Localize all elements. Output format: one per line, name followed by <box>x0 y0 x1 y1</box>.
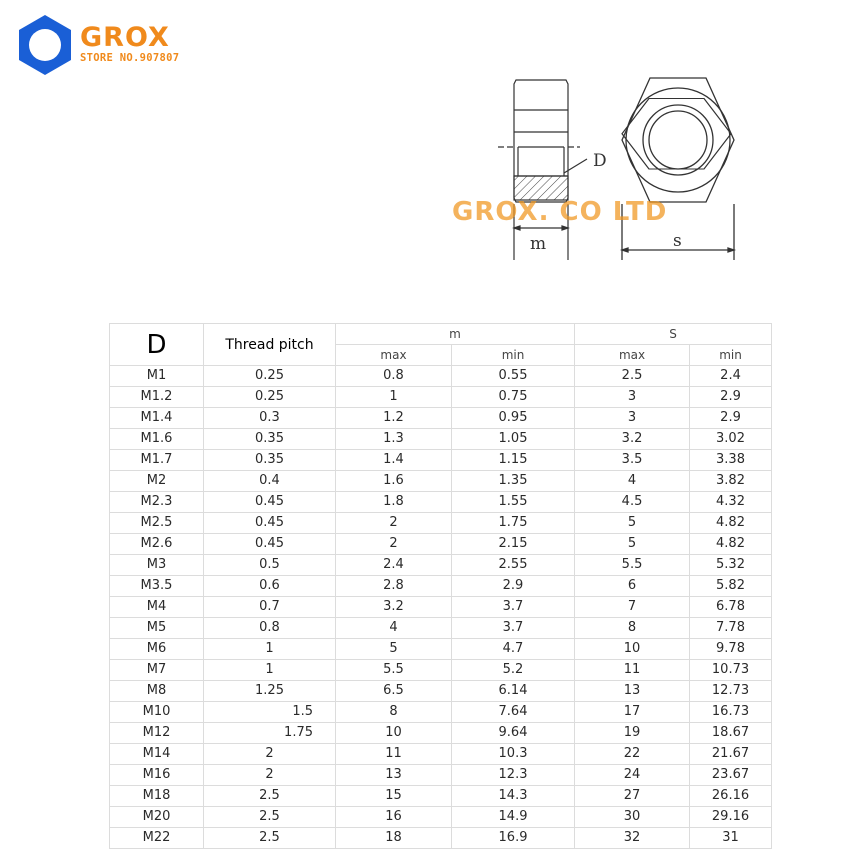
table-row <box>110 471 772 492</box>
cell-s-max: 7 <box>575 597 690 618</box>
cell-thread-pitch: 1.75 <box>204 723 336 744</box>
cell-s-max: 10 <box>575 639 690 660</box>
cell-d: M8 <box>110 681 204 702</box>
cell-m-max: 18 <box>336 828 452 849</box>
cell-s-max: 22 <box>575 744 690 765</box>
cell-s-min: 2.9 <box>690 387 772 408</box>
cell-m-max: 1.4 <box>336 450 452 471</box>
cell-d: M16 <box>110 765 204 786</box>
cell-thread-pitch: 1 <box>204 660 336 681</box>
cell-s-min: 12.73 <box>690 681 772 702</box>
cell-thread-pitch: 0.35 <box>204 450 336 471</box>
cell-d: M20 <box>110 807 204 828</box>
cell-d: M7 <box>110 660 204 681</box>
cell-s-min: 4.82 <box>690 534 772 555</box>
table-row <box>110 408 772 429</box>
table-row <box>110 723 772 744</box>
cell-s-max: 24 <box>575 765 690 786</box>
table-row <box>110 828 772 849</box>
cell-m-min: 1.35 <box>452 471 575 492</box>
store-logo-hexagon-icon <box>14 14 76 76</box>
cell-s-min: 9.78 <box>690 639 772 660</box>
cell-s-min: 2.4 <box>690 366 772 387</box>
cell-d: M5 <box>110 618 204 639</box>
cell-m-min: 0.55 <box>452 366 575 387</box>
header-m-max: max <box>336 345 452 366</box>
cell-m-max: 13 <box>336 765 452 786</box>
cell-thread-pitch: 2.5 <box>204 786 336 807</box>
cell-thread-pitch: 0.8 <box>204 618 336 639</box>
cell-m-min: 1.15 <box>452 450 575 471</box>
cell-m-max: 2 <box>336 513 452 534</box>
cell-m-min: 7.64 <box>452 702 575 723</box>
cell-s-max: 5 <box>575 513 690 534</box>
cell-m-max: 10 <box>336 723 452 744</box>
cell-m-min: 1.05 <box>452 429 575 450</box>
header-s-min: min <box>690 345 772 366</box>
cell-m-min: 2.9 <box>452 576 575 597</box>
cell-d: M2 <box>110 471 204 492</box>
cell-s-min: 21.67 <box>690 744 772 765</box>
cell-s-max: 27 <box>575 786 690 807</box>
cell-d: M2.6 <box>110 534 204 555</box>
cell-s-min: 7.78 <box>690 618 772 639</box>
table-row <box>110 786 772 807</box>
cell-m-min: 3.7 <box>452 597 575 618</box>
cell-d: M22 <box>110 828 204 849</box>
cell-m-max: 5 <box>336 639 452 660</box>
cell-thread-pitch: 2 <box>204 744 336 765</box>
cell-thread-pitch: 2.5 <box>204 828 336 849</box>
cell-s-min: 16.73 <box>690 702 772 723</box>
cell-d: M12 <box>110 723 204 744</box>
cell-m-min: 2.15 <box>452 534 575 555</box>
table-row <box>110 660 772 681</box>
table-row <box>110 765 772 786</box>
cell-s-max: 17 <box>575 702 690 723</box>
table-row <box>110 450 772 471</box>
cell-d: M1 <box>110 366 204 387</box>
cell-s-max: 3.5 <box>575 450 690 471</box>
cell-d: M10 <box>110 702 204 723</box>
table-row <box>110 618 772 639</box>
cell-s-max: 32 <box>575 828 690 849</box>
cell-s-min: 3.38 <box>690 450 772 471</box>
cell-m-max: 1.8 <box>336 492 452 513</box>
cell-m-max: 2 <box>336 534 452 555</box>
cell-m-min: 6.14 <box>452 681 575 702</box>
cell-s-max: 6 <box>575 576 690 597</box>
table-row <box>110 681 772 702</box>
cell-m-max: 6.5 <box>336 681 452 702</box>
cell-m-max: 5.5 <box>336 660 452 681</box>
cell-m-max: 8 <box>336 702 452 723</box>
cell-m-min: 1.75 <box>452 513 575 534</box>
cell-s-max: 4.5 <box>575 492 690 513</box>
cell-s-min: 5.32 <box>690 555 772 576</box>
cell-m-max: 3.2 <box>336 597 452 618</box>
cell-d: M14 <box>110 744 204 765</box>
header-s: S <box>575 324 772 345</box>
cell-m-max: 1.3 <box>336 429 452 450</box>
cell-s-max: 4 <box>575 471 690 492</box>
cell-s-min: 10.73 <box>690 660 772 681</box>
cell-m-max: 1.6 <box>336 471 452 492</box>
cell-d: M3.5 <box>110 576 204 597</box>
cell-m-min: 4.7 <box>452 639 575 660</box>
cell-thread-pitch: 0.35 <box>204 429 336 450</box>
cell-s-min: 23.67 <box>690 765 772 786</box>
cell-thread-pitch: 0.25 <box>204 366 336 387</box>
cell-d: M18 <box>110 786 204 807</box>
cell-m-min: 3.7 <box>452 618 575 639</box>
cell-thread-pitch: 0.4 <box>204 471 336 492</box>
table-row <box>110 702 772 723</box>
cell-m-min: 10.3 <box>452 744 575 765</box>
cell-m-min: 0.95 <box>452 408 575 429</box>
cell-m-min: 0.75 <box>452 387 575 408</box>
table-row <box>110 639 772 660</box>
cell-d: M1.6 <box>110 429 204 450</box>
table-row <box>110 534 772 555</box>
cell-m-max: 15 <box>336 786 452 807</box>
store-number: STORE NO.907807 <box>80 52 180 64</box>
cell-m-max: 0.8 <box>336 366 452 387</box>
cell-m-max: 2.4 <box>336 555 452 576</box>
cell-s-min: 26.16 <box>690 786 772 807</box>
cell-s-min: 3.82 <box>690 471 772 492</box>
cell-s-max: 3 <box>575 387 690 408</box>
header-d: D <box>110 324 204 366</box>
table-row <box>110 807 772 828</box>
cell-thread-pitch: 0.5 <box>204 555 336 576</box>
cell-s-min: 4.82 <box>690 513 772 534</box>
cell-d: M2.5 <box>110 513 204 534</box>
cell-m-min: 14.3 <box>452 786 575 807</box>
header-thread-pitch: Thread pitch <box>204 324 336 366</box>
side-view <box>498 80 587 260</box>
cell-s-max: 5 <box>575 534 690 555</box>
cell-m-max: 11 <box>336 744 452 765</box>
cell-s-min: 4.32 <box>690 492 772 513</box>
table-row <box>110 555 772 576</box>
table-row <box>110 513 772 534</box>
table-row <box>110 576 772 597</box>
cell-s-min: 18.67 <box>690 723 772 744</box>
cell-s-min: 31 <box>690 828 772 849</box>
cell-m-min: 16.9 <box>452 828 575 849</box>
cell-s-max: 13 <box>575 681 690 702</box>
cell-m-min: 9.64 <box>452 723 575 744</box>
cell-d: M1.7 <box>110 450 204 471</box>
table-row <box>110 429 772 450</box>
cell-thread-pitch: 0.25 <box>204 387 336 408</box>
cell-s-min: 3.02 <box>690 429 772 450</box>
hex-nut-spec-table <box>109 323 772 849</box>
cell-d: M6 <box>110 639 204 660</box>
label-m: m <box>530 234 547 254</box>
cell-m-min: 1.55 <box>452 492 575 513</box>
cell-s-max: 11 <box>575 660 690 681</box>
table-row <box>110 366 772 387</box>
header-m-min: min <box>452 345 575 366</box>
table-row <box>110 744 772 765</box>
cell-s-max: 8 <box>575 618 690 639</box>
cell-s-max: 2.5 <box>575 366 690 387</box>
cell-s-max: 3.2 <box>575 429 690 450</box>
cell-s-max: 19 <box>575 723 690 744</box>
cell-s-max: 5.5 <box>575 555 690 576</box>
cell-thread-pitch: 1 <box>204 639 336 660</box>
cell-thread-pitch: 0.3 <box>204 408 336 429</box>
cell-s-min: 5.82 <box>690 576 772 597</box>
cell-thread-pitch: 0.6 <box>204 576 336 597</box>
cell-m-max: 1 <box>336 387 452 408</box>
cell-d: M1.2 <box>110 387 204 408</box>
cell-m-max: 16 <box>336 807 452 828</box>
table-row <box>110 597 772 618</box>
cell-d: M2.3 <box>110 492 204 513</box>
cell-thread-pitch: 0.45 <box>204 534 336 555</box>
cell-thread-pitch: 0.45 <box>204 492 336 513</box>
cell-m-max: 1.2 <box>336 408 452 429</box>
cell-s-max: 3 <box>575 408 690 429</box>
cell-s-min: 29.16 <box>690 807 772 828</box>
cell-thread-pitch: 1.25 <box>204 681 336 702</box>
watermark-text: GROX. CO LTD <box>452 197 668 227</box>
cell-thread-pitch: 0.7 <box>204 597 336 618</box>
cell-m-min: 5.2 <box>452 660 575 681</box>
label-s: s <box>673 231 682 251</box>
cell-d: M4 <box>110 597 204 618</box>
cell-m-min: 14.9 <box>452 807 575 828</box>
table-row <box>110 387 772 408</box>
cell-m-min: 2.55 <box>452 555 575 576</box>
cell-s-min: 2.9 <box>690 408 772 429</box>
header-m: m <box>336 324 575 345</box>
cell-s-min: 6.78 <box>690 597 772 618</box>
hex-nut-drawing <box>480 70 760 270</box>
cell-d: M1.4 <box>110 408 204 429</box>
table-row <box>110 492 772 513</box>
cell-d: M3 <box>110 555 204 576</box>
header-s-max: max <box>575 345 690 366</box>
cell-thread-pitch: 2 <box>204 765 336 786</box>
cell-thread-pitch: 0.45 <box>204 513 336 534</box>
cell-thread-pitch: 2.5 <box>204 807 336 828</box>
label-d: D <box>593 151 607 171</box>
cell-m-max: 4 <box>336 618 452 639</box>
cell-s-max: 30 <box>575 807 690 828</box>
brand-name: GROX <box>80 22 170 53</box>
cell-m-max: 2.8 <box>336 576 452 597</box>
cell-thread-pitch: 1.5 <box>204 702 336 723</box>
cell-m-min: 12.3 <box>452 765 575 786</box>
